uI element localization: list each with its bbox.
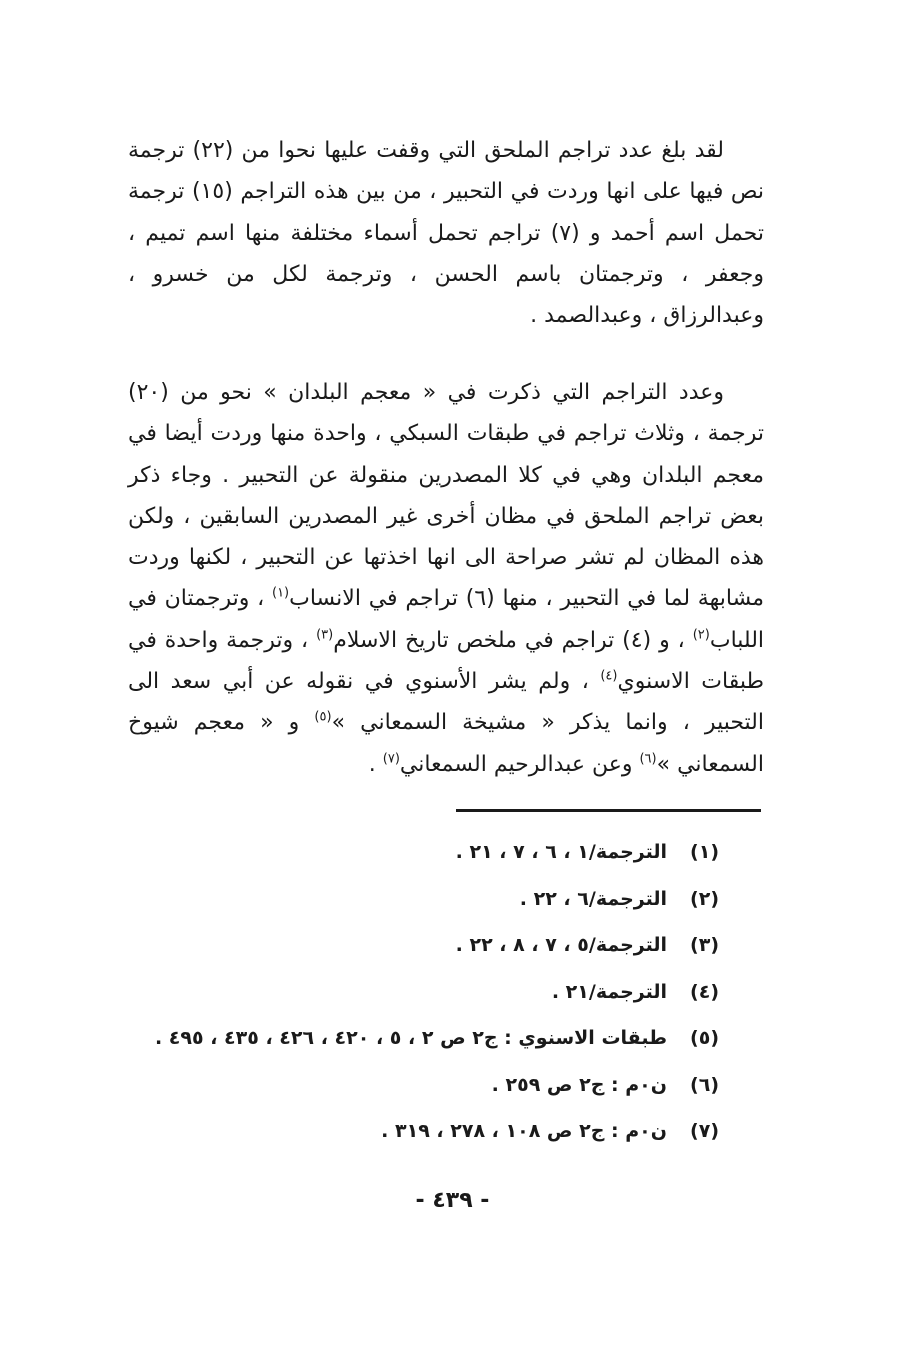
footnote-item — [99, 832, 719, 879]
footnote-divider — [456, 809, 761, 812]
footnote-item — [99, 925, 719, 972]
paragraph-1-text: لقد بلغ عدد تراجم الملحق التي وقفت عليها نحوا من (٢٢) ترجمة نص فيها على انها وردت في التحبير ، من بين هذه التراجم (١٥) ترجمة تحمل اسم أحمد و (٧) تراجم تحمل أسماء مختلفة منها اسم تميم ، وجعفر ، وترجمتان باسم الحسن ، وترجمة لكل من خسرو ، وعبدالرزاق ، وعبدالصمد . — [128, 138, 764, 329]
footnote-text: طبقات الاسنوي : ج٢ ص ٢ ، ٥ ، ٤٢٠ ، ٤٢٦ ، ٤٣٥ ، ٤٩٥ . — [154, 1027, 667, 1049]
footnote-text: الترجمة/٥ ، ٧ ، ٨ ، ٢٢ . — [455, 934, 667, 956]
footnote-ref-6[interactable]: (٦) — [639, 751, 657, 767]
footnote-number: (١) — [690, 841, 719, 863]
paragraph-2-segment: وعدد التراجم التي ذكرت في « معجم البلدان » نحو من (٢٠) ترجمة ، وثلاث تراجم في طبقات السبكي ، واحدة منها وردت أيضا في معجم البلدان وهي في كلا المصدرين منقولة عن التحبير . وجاء ذكر بعض تراجم الملحق في مظان أخرى غير المصدرين السابقين ، ولكن هذه المظان لم تشر صراحة الى انها اخذتها عن التحبير ، لكنها وردت مشابهة لما في التحبير ، منها (٦) تراجم في الانساب — [128, 380, 764, 612]
footnote-text: ن٠م : ج٢ ص ١٠٨ ، ٢٧٨ ، ٣١٩ . — [381, 1120, 667, 1142]
footnote-ref-5[interactable]: (٥) — [314, 710, 332, 726]
footnote-ref-3[interactable]: (٣) — [316, 627, 334, 643]
paragraph-2-segment: ، ولم يشر الأسنوي في نقوله عن أبي سعد الى التحبير ، وانما يذكر « مشيخة السمعاني » — [128, 669, 764, 736]
footnote-number: (٢) — [690, 887, 719, 910]
footnote-number: (٤) — [690, 980, 719, 1003]
paragraph-2-segment: . — [368, 751, 383, 777]
paragraph-2-segment: ، و (٤) تراجم في ملخص تاريخ الاسلام — [333, 627, 693, 653]
paragraph-2 — [128, 372, 764, 785]
footnote-number: (٦) — [690, 1073, 719, 1096]
paragraph-2-segment: ، وترجمة واحدة في طبقات الاسنوي — [128, 627, 764, 695]
footnote-text: الترجمة/٦ ، ٢٢ . — [519, 887, 667, 910]
paragraph-2-text — [128, 372, 764, 785]
footnote-number: (٥) — [690, 1027, 719, 1049]
footnote-ref-2[interactable]: (٢) — [692, 627, 710, 643]
footnote-text: الترجمة/١ ، ٦ ، ٧ ، ٢١ . — [455, 841, 667, 863]
footnote-ref-4[interactable]: (٤) — [600, 668, 618, 684]
paragraph-2-segment: ، وترجمتان في اللباب — [128, 586, 765, 653]
page-number: - ٤٣٩ - — [415, 1188, 490, 1213]
footnote-item — [99, 972, 719, 1019]
paragraph-2-segment: و « معجم شيوخ السمعاني » — [128, 710, 764, 777]
paragraph-1 — [128, 130, 764, 336]
footnote-text: الترجمة/٢١ . — [551, 980, 667, 1003]
footnote-ref-1[interactable]: (١) — [271, 586, 290, 602]
footnote-item — [99, 1018, 719, 1065]
footnote-item — [99, 1111, 719, 1158]
footnote-item — [99, 1065, 719, 1112]
paragraph-2-segment: وعن عبدالرحيم السمعاني — [399, 751, 640, 777]
footnote-number: (٧) — [690, 1120, 719, 1142]
footnote-item — [99, 879, 719, 926]
footnotes-list — [99, 832, 719, 1158]
footnote-number: (٣) — [690, 934, 719, 956]
footnote-ref-7[interactable]: (٧) — [382, 751, 400, 767]
footnote-text: ن٠م : ج٢ ص ٢٥٩ . — [491, 1073, 667, 1096]
